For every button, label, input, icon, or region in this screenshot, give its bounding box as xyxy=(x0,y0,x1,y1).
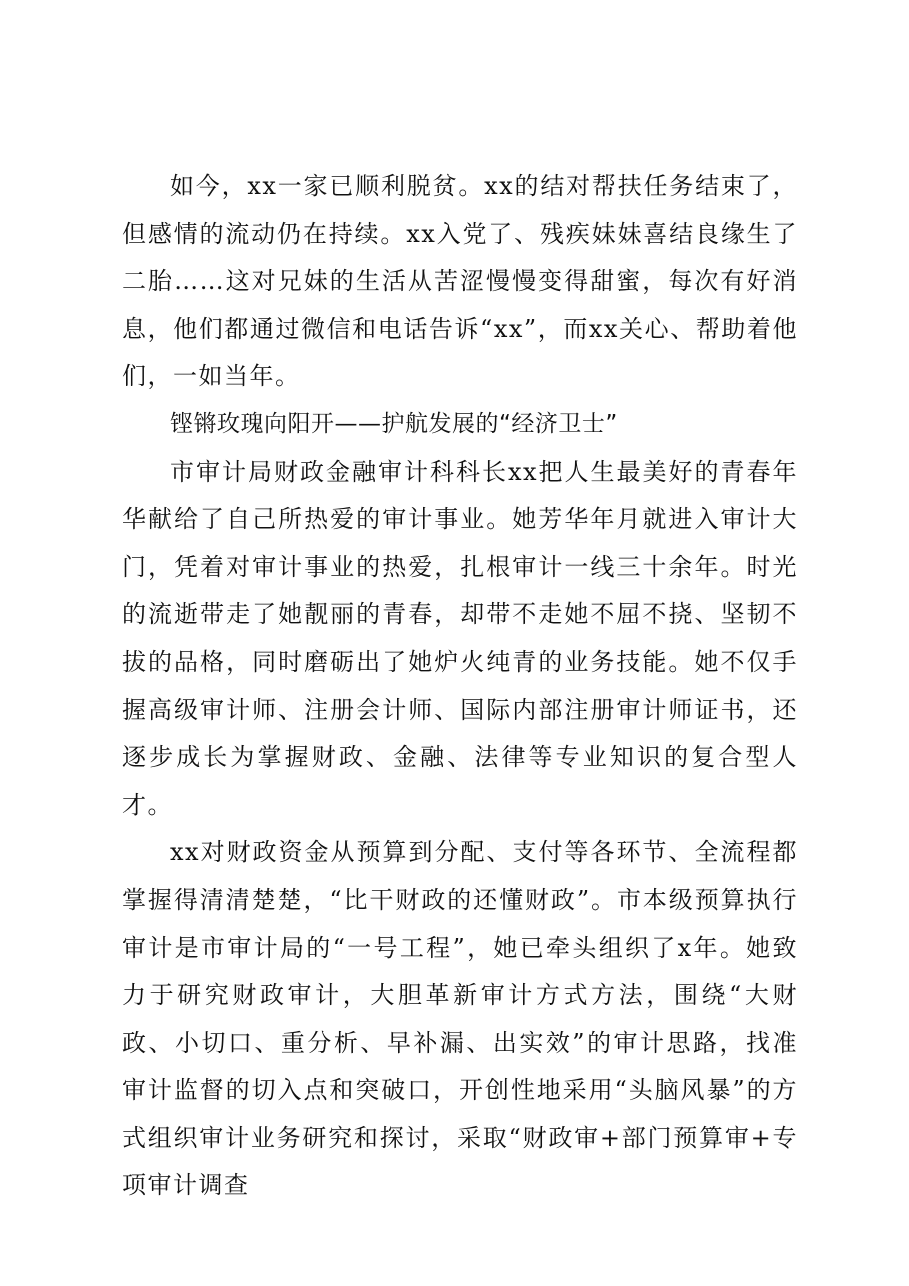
paragraph-auditor-profile: 市审计局财政金融审计科科长xx把人生最美好的青春年华献给了自己所热爱的审计事业。她芳华年月就进入审计大门，凭着对审计事业的热爱，扎根审计一线三十余年。时光的流逝带走了她靓丽的青春，却带不走她不屈不挠、坚韧不拔的品格，同时磨砺出了她炉火纯青的业务技能。她不仅手握高级审计师、注册会计师、国际内部注册审计师证书，还逐步成长为掌握财政、金融、法律等专业知识的复合型人才。 xyxy=(122,457,798,819)
paragraph-poverty-relief: 如今，xx一家已顺利脱贫。xx的结对帮扶任务结束了，但感情的流动仍在持续。xx入党了、残疾妹妹喜结良缘生了二胎……这对兄妹的生活从苦涩慢慢变得甜蜜，每次有好消息，他们都通过微信和电话告诉“xx”，而xx关心、帮助着他们，一如当年。 xyxy=(122,172,798,391)
section-heading: 铿锵玫瑰向阳开——护航发展的“经济卫士” xyxy=(170,410,618,437)
document-body xyxy=(122,163,798,1210)
paragraph-audit-work: xx对财政资金从预算到分配、支付等各环节、全流程都掌握得清清楚楚，“比干财政的还懂财政”。市本级预算执行审计是市审计局的“一号工程”，她已牵头组织了x年。她致力于研究财政审计，大胆革新审计方式方法，围绕“大财政、小切口、重分析、早补漏、出实效”的审计思路，找准审计监督的切入点和突破口，开创性地采用“头脑风暴”的方式组织审计业务研究和探讨，采取“财政审+部门预算审+专项审计调查 xyxy=(122,838,798,1200)
